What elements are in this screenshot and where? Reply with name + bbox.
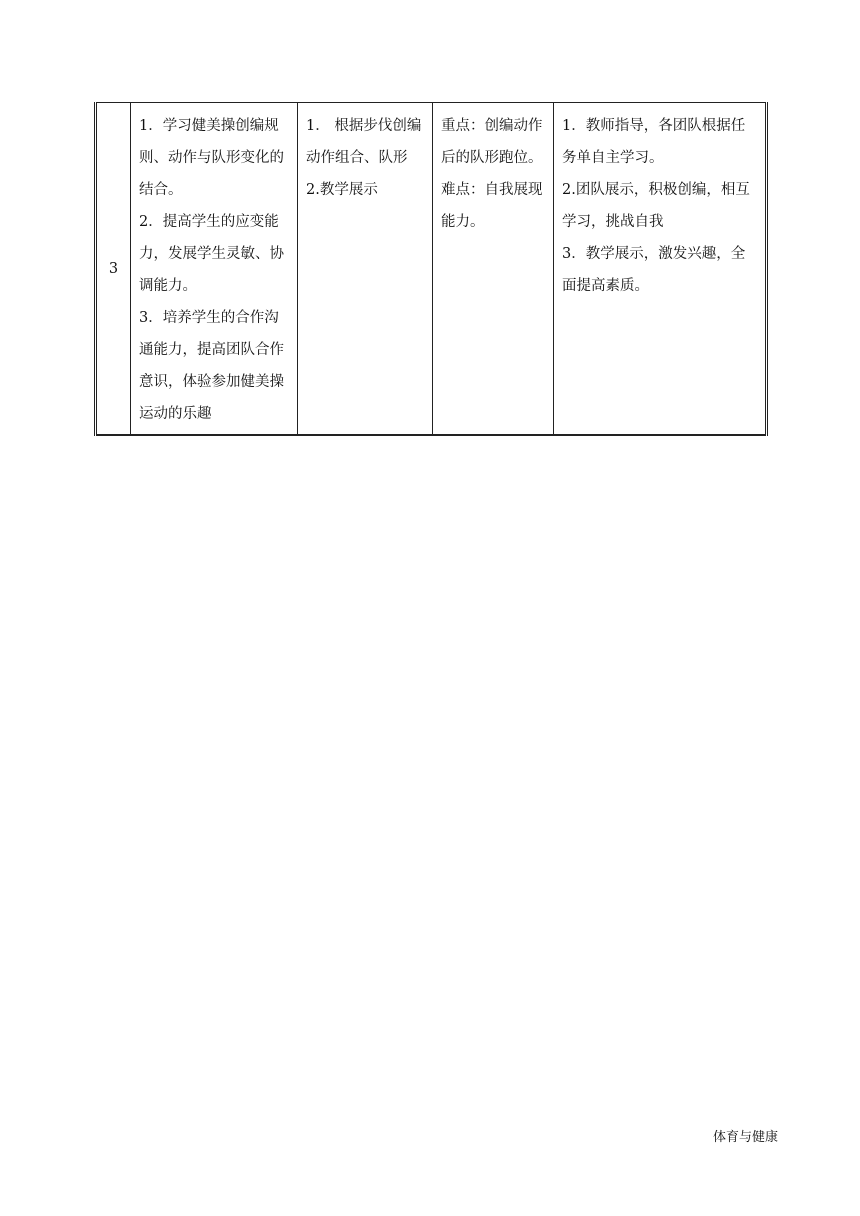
objective-item: 2．提高学生的应变能力，发展学生灵敏、协调能力。: [139, 214, 284, 294]
objective-item: 3．培养学生的合作沟通能力，提高团队合作意识，体验参加健美操运动的乐趣: [139, 310, 284, 422]
objectives-cell: [131, 103, 298, 436]
method-item: 3．教学展示，激发兴趣，全面提高素质。: [562, 246, 746, 294]
method-item: 2.团队展示，积极创编，相互学习，挑战自我: [562, 182, 750, 230]
lesson-plan-table-wrapper: [94, 102, 765, 436]
key-point-item: 难点：自我展现能力。: [441, 182, 543, 230]
methods-cell: [554, 103, 767, 436]
content-cell: [298, 103, 433, 436]
content-item: 1． 根据步伐创编动作组合、队形: [306, 118, 422, 166]
lesson-plan-table: [94, 102, 768, 436]
method-item: 1．教师指导，各团队根据任务单自主学习。: [562, 118, 746, 166]
key-points-cell: [433, 103, 554, 436]
table-row: [96, 103, 767, 436]
row-number: 3: [108, 260, 119, 277]
row-number-cell: [96, 103, 131, 436]
page-footer: 体育与健康: [712, 1130, 778, 1145]
key-point-item: 重点：创编动作后的队形跑位。: [441, 118, 543, 166]
objective-item: 1．学习健美操创编规则、动作与队形变化的结合。: [139, 118, 284, 198]
content-item: 2.教学展示: [306, 182, 378, 198]
